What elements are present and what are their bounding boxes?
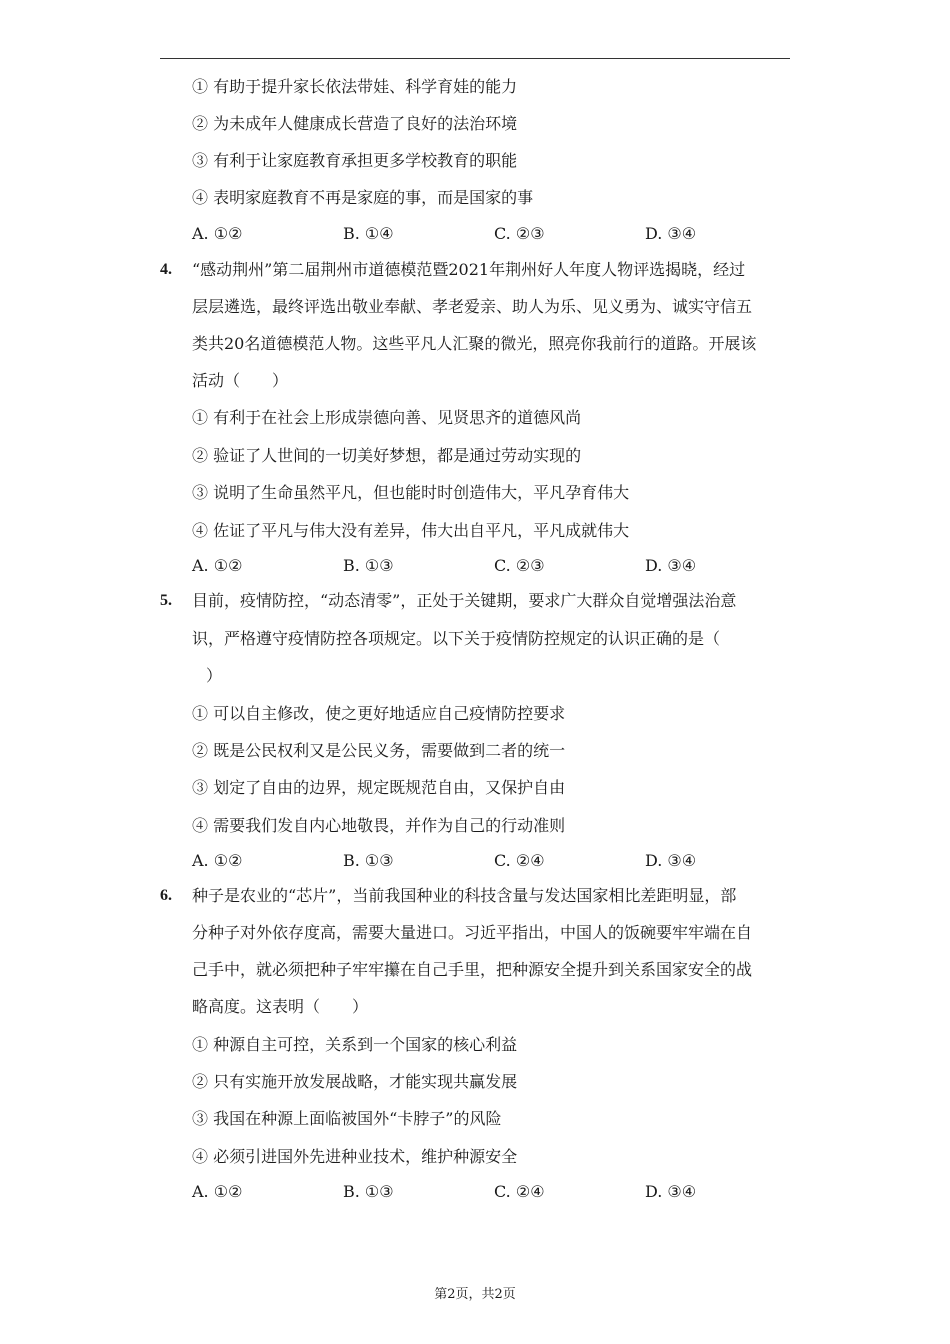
statement-1: ① 有利于在社会上形成崇德向善、见贤思齐的道德风尚: [192, 408, 582, 427]
option-b: B. ①③: [343, 1182, 394, 1201]
option-c: C. ②③: [494, 556, 545, 575]
statement-3: ③ 我国在种源上面临被国外“卡脖子”的风险: [192, 1109, 502, 1128]
statement-2: ② 验证了人世间的一切美好梦想，都是通过劳动实现的: [192, 446, 582, 465]
option-a: A. ①②: [192, 556, 243, 575]
statement-4: ④ 必须引进国外先进种业技术，维护种源安全: [192, 1147, 518, 1166]
stem-line: ）: [206, 666, 223, 685]
option-d: D. ③④: [645, 224, 697, 243]
statement-2: ② 既是公民权利又是公民义务，需要做到二者的统一: [192, 741, 566, 760]
statement-3: ③ 划定了自由的边界，规定既规范自由，又保护自由: [192, 778, 566, 797]
statement-4: ④ 表明家庭教育不再是家庭的事，而是国家的事: [192, 188, 534, 207]
question-number: 5.: [160, 592, 172, 609]
option-b: B. ①③: [343, 556, 394, 575]
stem-line: 略高度。这表明（ ）: [192, 997, 369, 1016]
option-c: C. ②③: [494, 224, 545, 243]
statement-1: ① 有助于提升家长依法带娃、科学育娃的能力: [192, 77, 518, 96]
statement-4: ④ 需要我们发自内心地敬畏，并作为自己的行动准则: [192, 816, 566, 835]
option-c: C. ②④: [494, 1182, 545, 1201]
stem-line: 识，严格遵守疫情防控各项规定。以下关于疫情防控规定的认识正确的是（: [192, 629, 721, 648]
page-footer: 第2页，共2页: [434, 1287, 516, 1302]
stem-line: 分种子对外依存度高，需要大量进口。习近平指出，中国人的饭碗要牢牢端在自: [192, 923, 753, 942]
option-a: A. ①②: [192, 851, 243, 870]
statement-2: ② 为未成年人健康成长营造了良好的法治环境: [192, 114, 518, 133]
option-d: D. ③④: [645, 1182, 697, 1201]
statement-3: ③ 有利于让家庭教育承担更多学校教育的职能: [192, 151, 518, 170]
stem-line: 种子是农业的“芯片”，当前我国种业的科技含量与发达国家相比差距明显，部: [192, 886, 737, 905]
question-number: 6.: [160, 887, 172, 904]
stem-line: 活动（ ）: [192, 371, 289, 390]
stem-line: 己手中，就必须把种子牢牢攥在自己手里，把种源安全提升到关系国家安全的战: [192, 960, 753, 979]
option-a: A. ①②: [192, 1182, 243, 1201]
stem-line: 目前，疫情防控，“动态清零”，正处于关键期，要求广大群众自觉增强法治意: [192, 591, 737, 610]
statement-1: ① 可以自主修改，使之更好地适应自己疫情防控要求: [192, 704, 566, 723]
option-d: D. ③④: [645, 556, 697, 575]
stem-line: 层层遴选，最终评选出敬业奉献、孝老爱亲、助人为乐、见义勇为、诚实守信五: [192, 297, 753, 316]
stem-line: 类共20名道德模范人物。这些平凡人汇聚的微光，照亮你我前行的道路。开展该: [192, 334, 757, 353]
statement-2: ② 只有实施开放发展战略，才能实现共赢发展: [192, 1072, 518, 1091]
statement-3: ③ 说明了生命虽然平凡，但也能时时创造伟大，平凡孕育伟大: [192, 483, 630, 502]
stem-line: “感动荆州”第二届荆州市道德模范暨2021年荆州好人年度人物评选揭晓，经过: [192, 260, 746, 279]
option-d: D. ③④: [645, 851, 697, 870]
question-number: 4.: [160, 261, 172, 278]
statement-1: ① 种源自主可控，关系到一个国家的核心利益: [192, 1035, 518, 1054]
option-a: A. ①②: [192, 224, 243, 243]
statement-4: ④ 佐证了平凡与伟大没有差异，伟大出自平凡，平凡成就伟大: [192, 521, 630, 540]
header-rule: [160, 58, 790, 59]
option-c: C. ②④: [494, 851, 545, 870]
option-b: B. ①③: [343, 851, 394, 870]
option-b: B. ①④: [343, 224, 394, 243]
